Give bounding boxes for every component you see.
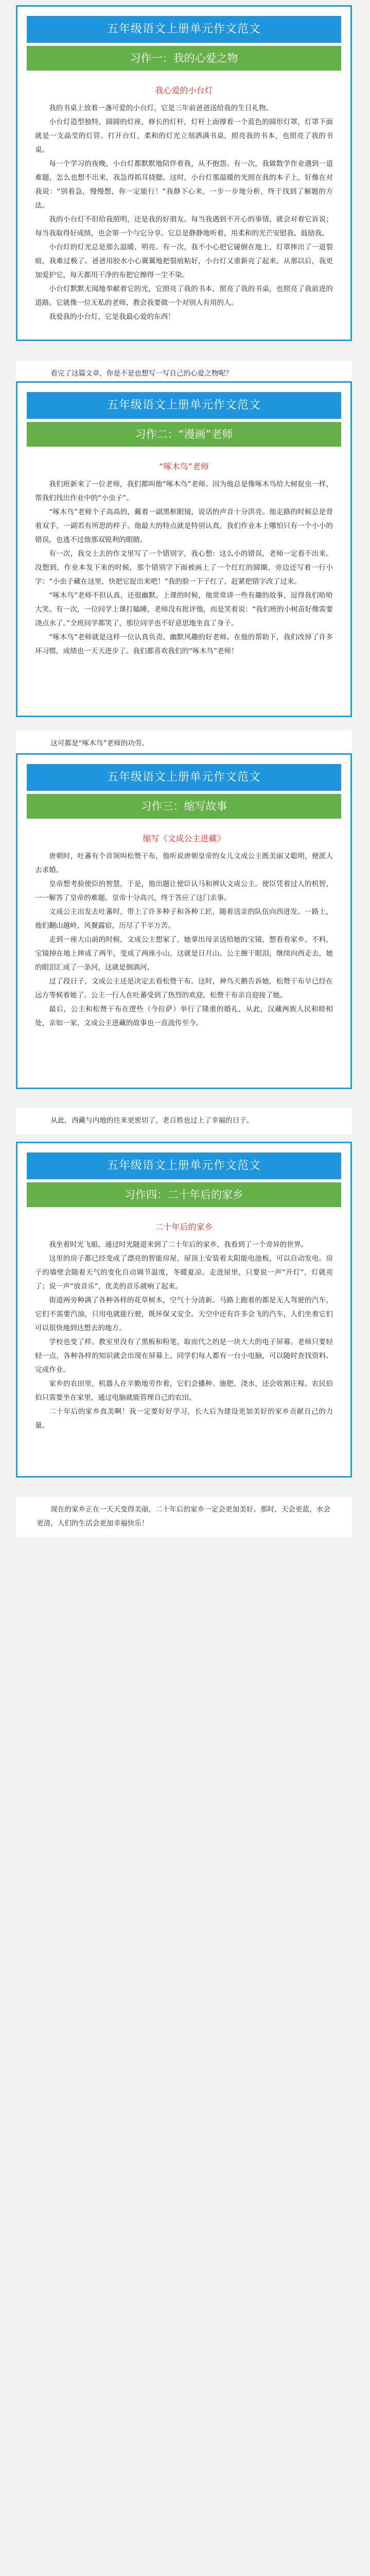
- paragraph: 我的小台灯不但给我照明，还是我的好朋友。每当我遇到不开心的事情，就会对着它诉说；每当我取得好成绩，也会第一个与它分享。它总是静静地听着，用柔和的光芒安慰我、鼓励我。: [35, 215, 333, 238]
- paragraph: 文成公主出发去吐蕃时，带上了许多种子和各种工匠，随着送亲的队伍向西进发。一路上，他们翻山越岭，风餐露宿，历尽了千辛万苦。: [35, 908, 333, 930]
- paragraph: 二十年后的家乡真美啊！我一定要好好学习，长大后为建设更加美好的家乡贡献自己的力量。: [35, 1408, 333, 1430]
- card-subtitle: 习作二：“漫画”老师: [27, 422, 341, 447]
- card-title: 五年级语文上册单元作文范文: [27, 764, 341, 791]
- paragraph: 走到一座大山前的时候，文成公主想家了，她拿出母亲送给她的宝镜，想看看家乡。不料，宝镜掉在地上摔成了两半，变成了两座小山，这就是日月山。公主擦干眼泪，继续向西走去，她的眼泪汇成了一条河，这就是倒淌河。: [35, 936, 333, 972]
- bridge-text-4: [16, 1497, 352, 1537]
- card-subtitle: 习作四：二十年后的家乡: [27, 1182, 341, 1207]
- card-title: 五年级语文上册单元作文范文: [27, 392, 341, 419]
- paragraph: 皇帝想考验使臣的智慧，于是，他出题让使臣认马和辨认文成公主。使臣凭着过人的机智，一一解答了皇帝的难题。皇帝十分高兴，终于答应了这门亲事。: [35, 880, 333, 902]
- card-body: [17, 71, 350, 334]
- essay-card-1: [16, 5, 352, 341]
- essay-title: 我心爱的小台灯: [155, 86, 213, 95]
- paragraph: 我的书桌上放着一盏可爱的小台灯，它是三年前爸爸送给我的生日礼物。: [49, 104, 273, 112]
- card-subtitle: 习作三：缩写故事: [27, 794, 341, 819]
- essay-title: 缩写《文成公主进藏》: [143, 834, 225, 843]
- card-body: [17, 1207, 350, 1443]
- paragraph: 小台灯造型独特，圆圆的灯座，修长的灯杆，灯杆上面撑着一个蓝色的圆形灯罩，灯罩下面就是一支晶莹的灯管。打开台灯，柔和的灯光立刻洒满书桌，照亮我的书本，也照亮了我的书桌。: [35, 118, 333, 154]
- paragraph: 家乡的农田里，机器人在辛勤地劳作着，它们会播种、施肥、浇水，还会收割庄稼。农民伯伯只需要坐在家里，通过电脑就能管理自己的农田。: [35, 1380, 333, 1402]
- essay-card-4: [16, 1142, 352, 1478]
- card-subtitle: 习作一：我的心爱之物: [27, 46, 341, 71]
- essay-title: “啄木鸟”老师: [159, 462, 209, 471]
- bridge-paragraph: 这可都是“啄木鸟”老师的功劳。: [50, 739, 149, 748]
- paragraph: “啄木鸟”老师不但认真，还很幽默。上课的时候，他常常讲一些有趣的故事，逗得我们哈哈大笑。有一次，一位同学上课打瞌睡，老师没有批评他，而是笑着说：“我们班的小树苗好像需要浇点水了。”全班同学都笑了，那位同学也不好意思地坐直了身子。: [35, 591, 333, 628]
- essay-card-2: [16, 381, 352, 717]
- paragraph: “啄木鸟”老师个子高高的，戴着一副黑框眼镜，说话的声音十分洪亮。他走路的时候总是背着双手，一副若有所思的样子。他最大的特点就是特别认真，我们作业本上哪怕只有一个小小的错误，也逃不过他那双锐利的眼睛。: [35, 508, 333, 544]
- paragraph: 每一个学习的夜晚，小台灯都默默地陪伴着我，从不抱怨。有一次，我做数学作业遇到一道难题，怎么也想不出来，我急得抓耳挠腮。这时，小台灯那温暖的光照在我的本子上，好像在对我说：“别着急，慢慢想，你一定能行！”我静下心来，一步一步地分析，终于找到了解题的方法。: [35, 160, 333, 210]
- paragraph: 学校也变了样。教室里没有了黑板和粉笔，取而代之的是一块大大的电子屏幕。老师只要轻轻一点，各种各样的知识就会出现在屏幕上。同学们每人都有一台小电脑，可以随时查找资料、完成作业。: [35, 1338, 333, 1374]
- paragraph: “啄木鸟”老师就是这样一位认真负责、幽默风趣的好老师。在他的帮助下，我们改掉了许多坏习惯，成绩也一天天进步了。我们都喜欢我们的“啄木鸟”老师！: [35, 633, 333, 655]
- card-title: 五年级语文上册单元作文范文: [27, 1153, 341, 1179]
- bridge-paragraph: 看完了这篇文章，你是不是也想写一写自己的心爱之物呢？: [50, 369, 233, 378]
- paragraph: 这里的房子都已经变成了漂亮的智能房屋，屋顶上安装着太阳能电池板，可以自动发电。房子的墙壁会随着天气的变化自动调节温度，冬暖夏凉。走进屋里，只要说一声“开灯”，灯就亮了；说一声“放音乐”，优美的音乐就响了起来。: [35, 1255, 333, 1291]
- paragraph: 我坐着时光飞船，通过时光隧道来到了二十年后的家乡，我看到了一个奇异的世界。: [49, 1241, 308, 1249]
- essay-title: 二十年后的家乡: [155, 1222, 213, 1232]
- paragraph: 我们班新来了一位老师，我们都叫他“啄木鸟”老师。因为他总是像啄木鸟给大树捉虫一样，帮我们找出作业中的“小虫子”。: [35, 480, 333, 502]
- paragraph: 小台灯的灯光总是那么温暖、明亮。有一次，我不小心把它碰倒在地上，灯罩摔出了一道裂痕，我难过极了。爸爸用胶水小心翼翼地把裂痕粘好，小台灯又重新亮了起来。从那以后，我更加爱护它，每天都用干净的布把它擦得一尘不染。: [35, 243, 333, 279]
- paragraph: 最后，公主和松赞干布在逻些（今拉萨）举行了隆重的婚礼，从此，汉藏两族人民和睦相处，亲如一家，文成公主进藏的故事也一直流传至今。: [35, 1005, 333, 1027]
- card-body: [17, 819, 350, 1041]
- bridge-paragraph: 现在的家乡正在一天天变得美丽，二十年后的家乡一定会更加美好。那时，天会更蓝，水会更清，人们的生活会更加幸福快乐！: [37, 1505, 330, 1528]
- card-title: 五年级语文上册单元作文范文: [27, 16, 341, 43]
- paragraph: 我爱我的小台灯，它是我最心爱的东西！: [49, 313, 175, 321]
- card-body: [17, 447, 350, 669]
- paragraph: 街道两旁种满了各种各样的花草树木，空气十分清新。马路上跑着的都是无人驾驶的汽车，它们不需要汽油，只用电就能行驶，既环保又安全。天空中还有许多会飞的汽车，人们坐着它们可以很快地到达想去的地方。: [35, 1296, 333, 1332]
- bridge-text-3: [16, 1108, 352, 1134]
- paragraph: 有一次，我交上去的作文里写了一个错别字，我心想：这么小的错误，老师一定看不出来。没想到，作业本发下来的时候，那个错别字下面被画上了一个红红的圆圈，旁边还写着一行小字：“小虫子藏在这里，快把它捉出来吧！”我的脸一下子红了，赶紧把错字改了过来。: [35, 550, 333, 586]
- bridge-paragraph: 从此，西藏与内地的往来更密切了，老百姓也过上了幸福的日子。: [50, 1116, 254, 1125]
- paragraph: 唐朝时，吐蕃有个首领叫松赞干布，他听说唐朝皇帝的女儿文成公主既美丽又聪明，便派人去求婚。: [35, 852, 333, 874]
- paragraph: 过了段日子，文成公主还是决定去看松赞干布。这时，神鸟天鹅告诉她，松赞干布早已经在远方等候着她了。公主一行人在吐蕃受到了热烈的欢迎，松赞干布亲自迎接了她。: [35, 977, 333, 999]
- essay-card-3: [16, 753, 352, 1089]
- paragraph: 小台灯默默无闻地奉献着它的光，它照亮了我的书本，照亮了我的书桌，也照亮了我前进的道路。它就像一位无私的老师，教会我要做一个对别人有用的人。: [35, 285, 333, 307]
